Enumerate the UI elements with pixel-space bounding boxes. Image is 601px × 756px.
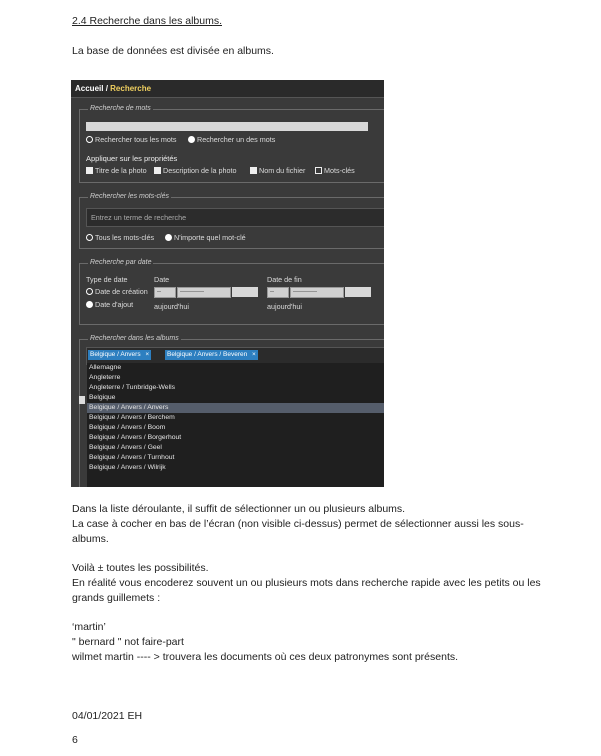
checkbox-checked-icon [86, 167, 93, 174]
album-tag [88, 350, 151, 360]
breadcrumb-home[interactable]: Accueil [75, 84, 104, 93]
radio-date-created-label: Date de création [95, 287, 148, 296]
example-line: wilmet martin ---- > trouvera les documents où ces deux patronymes sont présents. [72, 651, 459, 663]
start-month-select[interactable]: ------------ [177, 287, 231, 298]
checkbox-title-label: Titre de la photo [95, 166, 147, 175]
date-start-label: Date [154, 275, 170, 284]
end-day-select[interactable]: -- [267, 287, 289, 298]
paragraph-line: Voilà ± toutes les possibilités. [72, 562, 209, 574]
page-number: 6 [72, 734, 78, 746]
checkbox-checked-icon [250, 167, 257, 174]
album-option[interactable]: Belgique / Anvers / Wilrijk [89, 464, 166, 471]
start-day-select[interactable]: -- [154, 287, 176, 298]
radio-icon [86, 234, 93, 241]
breadcrumb-current: Recherche [110, 84, 152, 93]
album-option[interactable]: Belgique / Anvers / Geel [89, 444, 162, 451]
radio-any-keyword-label: N'importe quel mot-clé [174, 233, 246, 242]
radio-all-keywords-label: Tous les mots-clés [95, 233, 155, 242]
end-year-input[interactable] [345, 287, 371, 297]
checkbox-filename-label: Nom du fichier [259, 166, 306, 175]
radio-date-created[interactable] [86, 287, 148, 296]
checkbox-keywords[interactable] [315, 166, 355, 175]
breadcrumb-separator: / [103, 84, 111, 93]
radio-any-word[interactable] [188, 135, 275, 144]
paragraph-line: albums. [72, 533, 109, 545]
radio-icon [188, 136, 195, 143]
breadcrumb [75, 84, 151, 93]
example-line: " bernard " not faire-part [72, 636, 184, 648]
paragraph-line: Dans la liste déroulante, il suffit de sélectionner un ou plusieurs albums. [72, 503, 406, 515]
date-end-label: Date de fin [267, 275, 302, 284]
album-option[interactable]: Belgique / Anvers / Berchem [89, 414, 175, 421]
footer-date: 04/01/2021 EH [72, 710, 143, 722]
albums-legend: Rechercher dans les albums [90, 335, 179, 342]
radio-all-keywords[interactable] [86, 233, 154, 242]
radio-date-added[interactable] [86, 300, 133, 309]
section-heading: 2.4 Recherche dans les albums. [72, 15, 222, 27]
checkbox-checked-icon [154, 167, 161, 174]
start-year-input[interactable] [232, 287, 258, 297]
radio-any-word-label: Rechercher un des mots [197, 135, 276, 144]
date-type-label: Type de date [86, 275, 128, 284]
paragraph-line: grands guillemets : [72, 592, 161, 604]
checkbox-description-label: Description de la photo [163, 166, 237, 175]
search-screenshot [71, 80, 384, 487]
album-option[interactable]: Belgique [89, 394, 116, 401]
albums-dropdown[interactable] [87, 363, 384, 487]
hidden-checkbox-edge [79, 396, 85, 404]
album-option[interactable]: Belgique / Anvers / Turnhout [89, 454, 175, 461]
end-month-select[interactable]: ------------ [290, 287, 344, 298]
album-option[interactable]: Allemagne [89, 364, 122, 371]
keywords-legend: Rechercher les mots-clés [90, 193, 169, 200]
paragraph-line: La case à cocher en bas de l’écran (non visible ci-dessus) permet de sélectionner aussi les sous- [72, 518, 524, 530]
radio-icon [165, 234, 172, 241]
breadcrumb-bar [71, 80, 384, 98]
album-option[interactable]: Belgique / Anvers / Boom [89, 424, 166, 431]
paragraph-line: En réalité vous encoderez souvent un ou plusieurs mots dans recherche rapide avec les petits ou les [72, 577, 541, 589]
tag-remove-icon[interactable]: × [145, 351, 150, 358]
checkbox-description[interactable] [154, 166, 237, 175]
words-search-input[interactable] [86, 122, 368, 131]
start-today-link[interactable]: aujourd'hui [154, 302, 189, 311]
intro-text: La base de données est divisée en albums. [72, 45, 274, 57]
checkbox-title[interactable] [86, 166, 147, 175]
radio-all-words-label: Rechercher tous les mots [95, 135, 177, 144]
apply-properties-label: Appliquer sur les propriétés [86, 154, 178, 163]
album-option[interactable]: Angleterre / Tunbridge-Wells [89, 384, 176, 391]
radio-icon [86, 301, 93, 308]
album-option[interactable]: Belgique / Anvers / Borgerhout [89, 434, 182, 441]
radio-all-words[interactable] [86, 135, 177, 144]
album-option-highlighted[interactable]: Belgique / Anvers / Anvers [87, 403, 384, 413]
checkbox-keywords-label: Mots-clés [324, 166, 355, 175]
keywords-placeholder: Entrez un terme de recherche [91, 213, 187, 222]
album-tag-label: Belgique / Anvers [90, 351, 141, 358]
checkbox-unchecked-icon [315, 167, 322, 174]
radio-icon [86, 288, 93, 295]
album-tag-label: Belgique / Anvers / Beveren [167, 351, 248, 358]
radio-icon [86, 136, 93, 143]
example-line: ‘martin’ [72, 621, 106, 633]
words-legend: Recherche de mots [90, 105, 151, 112]
radio-any-keyword[interactable] [165, 233, 246, 242]
keywords-search-input[interactable] [86, 208, 384, 227]
checkbox-filename[interactable] [250, 166, 305, 175]
tag-remove-icon[interactable]: × [252, 351, 256, 358]
album-tag [165, 350, 258, 360]
end-today-link[interactable]: aujourd'hui [267, 302, 302, 311]
album-option[interactable]: Angleterre [89, 374, 121, 381]
date-legend: Recherche par date [90, 259, 152, 266]
radio-date-added-label: Date d'ajout [95, 300, 134, 309]
